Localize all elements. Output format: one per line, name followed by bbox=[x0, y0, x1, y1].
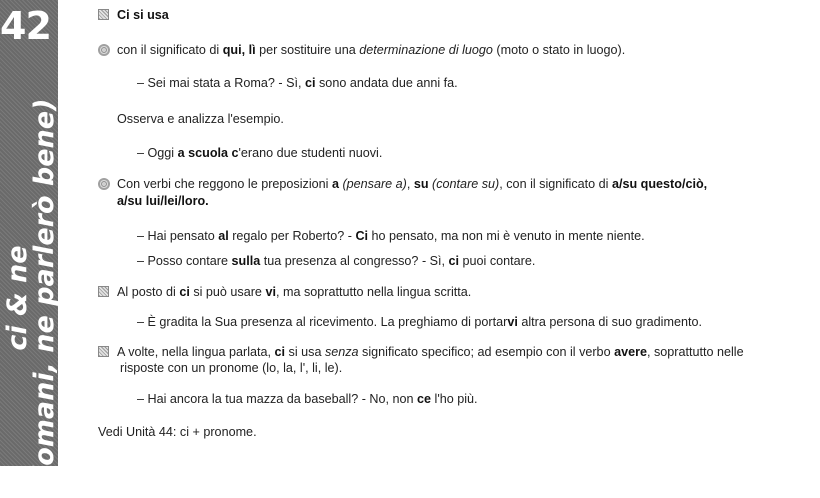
example-3: – Hai pensato al regalo per Roberto? - Ci ho pensato, ma non mi è venuto in mente niente. bbox=[137, 229, 645, 243]
unit-number: 42 bbox=[0, 4, 51, 48]
observe-note: Osserva e analizza l'esempio. bbox=[117, 112, 284, 126]
bullet-point-3: Al posto di ci si può usare vi, ma soprattutto nella lingua scritta. bbox=[98, 285, 471, 299]
round-bullet-icon bbox=[98, 44, 110, 56]
unit-title-line2: (domani, ne parlerò bene) bbox=[29, 98, 60, 498]
bullet-point-2: Con verbi che reggono le preposizioni a (pensare a), su (contare su), con il significato di a/su questo/ciò, bbox=[98, 177, 707, 191]
example-1: – Sei mai stata a Roma? - Sì, ci sono andata due anni fa. bbox=[137, 76, 458, 90]
square-bullet-icon bbox=[98, 346, 109, 357]
round-bullet-icon bbox=[98, 178, 110, 190]
bullet-point-4: A volte, nella lingua parlata, ci si usa senza significato specifico; ad esempio con il verbo avere, soprattutto nelle bbox=[98, 345, 744, 359]
example-5: – È gradita la Sua presenza al ricevimento. La preghiamo di portarvi altra persona di suo gradimento. bbox=[137, 315, 702, 329]
square-bullet-icon bbox=[98, 9, 109, 20]
square-bullet-icon bbox=[98, 286, 109, 297]
example-4: – Posso contare sulla tua presenza al congresso? - Sì, ci puoi contare. bbox=[137, 254, 536, 268]
unit-title-line1: ci & ne bbox=[2, 245, 33, 351]
section-heading: Ci si usa bbox=[98, 8, 169, 22]
bullet-point-4-line2: risposte con un pronome (lo, la, l', li, le). bbox=[120, 361, 343, 375]
example-6: – Hai ancora la tua mazza da baseball? - No, non ce l'ho più. bbox=[137, 392, 478, 406]
bullet-point-1: con il significato di qui, lì per sostituire una determinazione di luogo (moto o stato in luogo). bbox=[98, 43, 625, 57]
example-2: – Oggi a scuola c'erano due studenti nuovi. bbox=[137, 146, 383, 160]
bullet-point-2-line2: a/su lui/lei/loro. bbox=[117, 194, 209, 208]
see-also-note: Vedi Unità 44: ci + pronome. bbox=[98, 425, 257, 439]
